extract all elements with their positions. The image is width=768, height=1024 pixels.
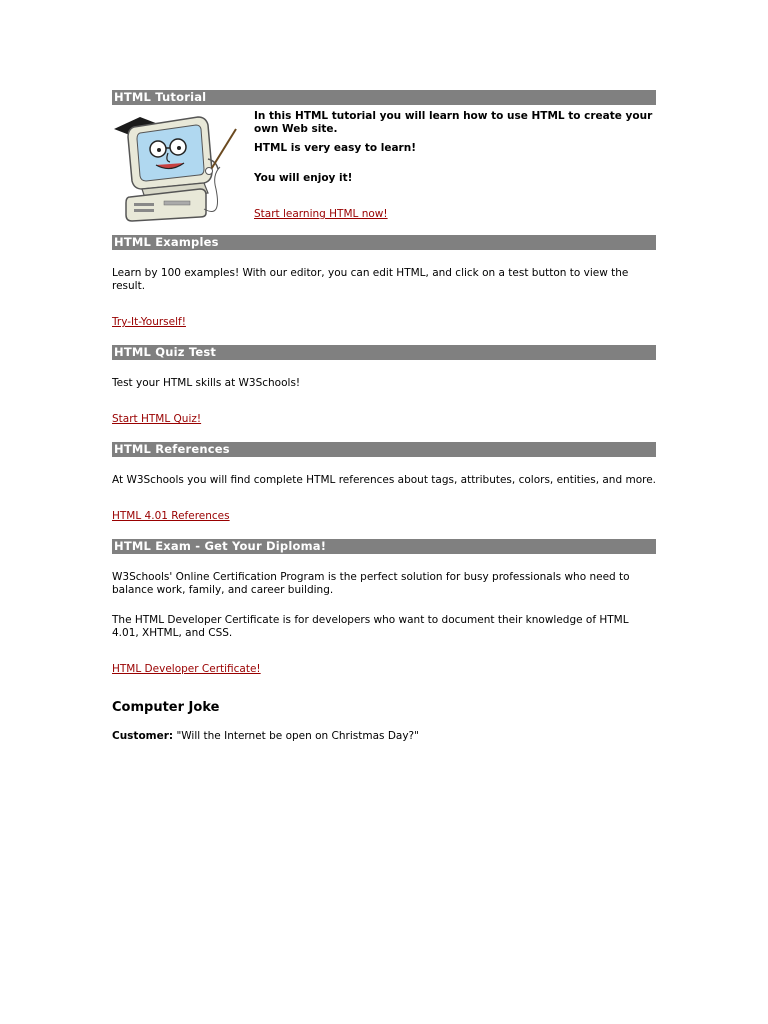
- joke-line: [112, 730, 656, 743]
- section-header-tutorial: HTML Tutorial: [112, 90, 656, 105]
- examples-text: Learn by 100 examples! With our editor, you can edit HTML, and click on a test button to view the result.: [112, 267, 629, 292]
- section-header-exam: HTML Exam - Get Your Diploma!: [112, 539, 656, 554]
- exam-text-2: The HTML Developer Certificate is for developers who want to document their knowledge of HTML 4.01, XHTML, and CSS.: [112, 614, 629, 639]
- developer-certificate-link[interactable]: HTML Developer Certificate!: [112, 663, 261, 675]
- quiz-text: Test your HTML skills at W3Schools!: [112, 377, 301, 389]
- tutorial-line-3: You will enjoy it!: [254, 172, 353, 184]
- content: [112, 90, 656, 743]
- section-header-examples: HTML Examples: [112, 235, 656, 250]
- start-quiz-link[interactable]: Start HTML Quiz!: [112, 413, 202, 425]
- try-it-yourself-link[interactable]: Try-It-Yourself!: [112, 316, 186, 328]
- joke-quote: "Will the Internet be open on Christmas Day?": [176, 730, 419, 742]
- start-learning-link[interactable]: Start learning HTML now!: [254, 208, 388, 220]
- section-header-references: HTML References: [112, 442, 656, 457]
- references-text: At W3Schools you will find complete HTML references about tags, attributes, colors, entities, and more.: [112, 474, 657, 486]
- tutorial-line-1: In this HTML tutorial you will learn how to use HTML to create your own Web site.: [254, 110, 653, 135]
- tutorial-text: [248, 109, 656, 227]
- exam-text-1: W3Schools' Online Certification Program is the perfect solution for busy professionals who need to balance work, family, and career building.: [112, 571, 630, 596]
- tutorial-intro: [112, 109, 656, 227]
- section-header-quiz: HTML Quiz Test: [112, 345, 656, 360]
- joke-speaker: Customer:: [112, 730, 174, 742]
- tutorial-line-2: HTML is very easy to learn!: [254, 142, 416, 154]
- computer-mascot-icon: [112, 109, 248, 223]
- html-references-link[interactable]: HTML 4.01 References: [112, 510, 230, 522]
- joke-title: Computer Joke: [112, 700, 220, 715]
